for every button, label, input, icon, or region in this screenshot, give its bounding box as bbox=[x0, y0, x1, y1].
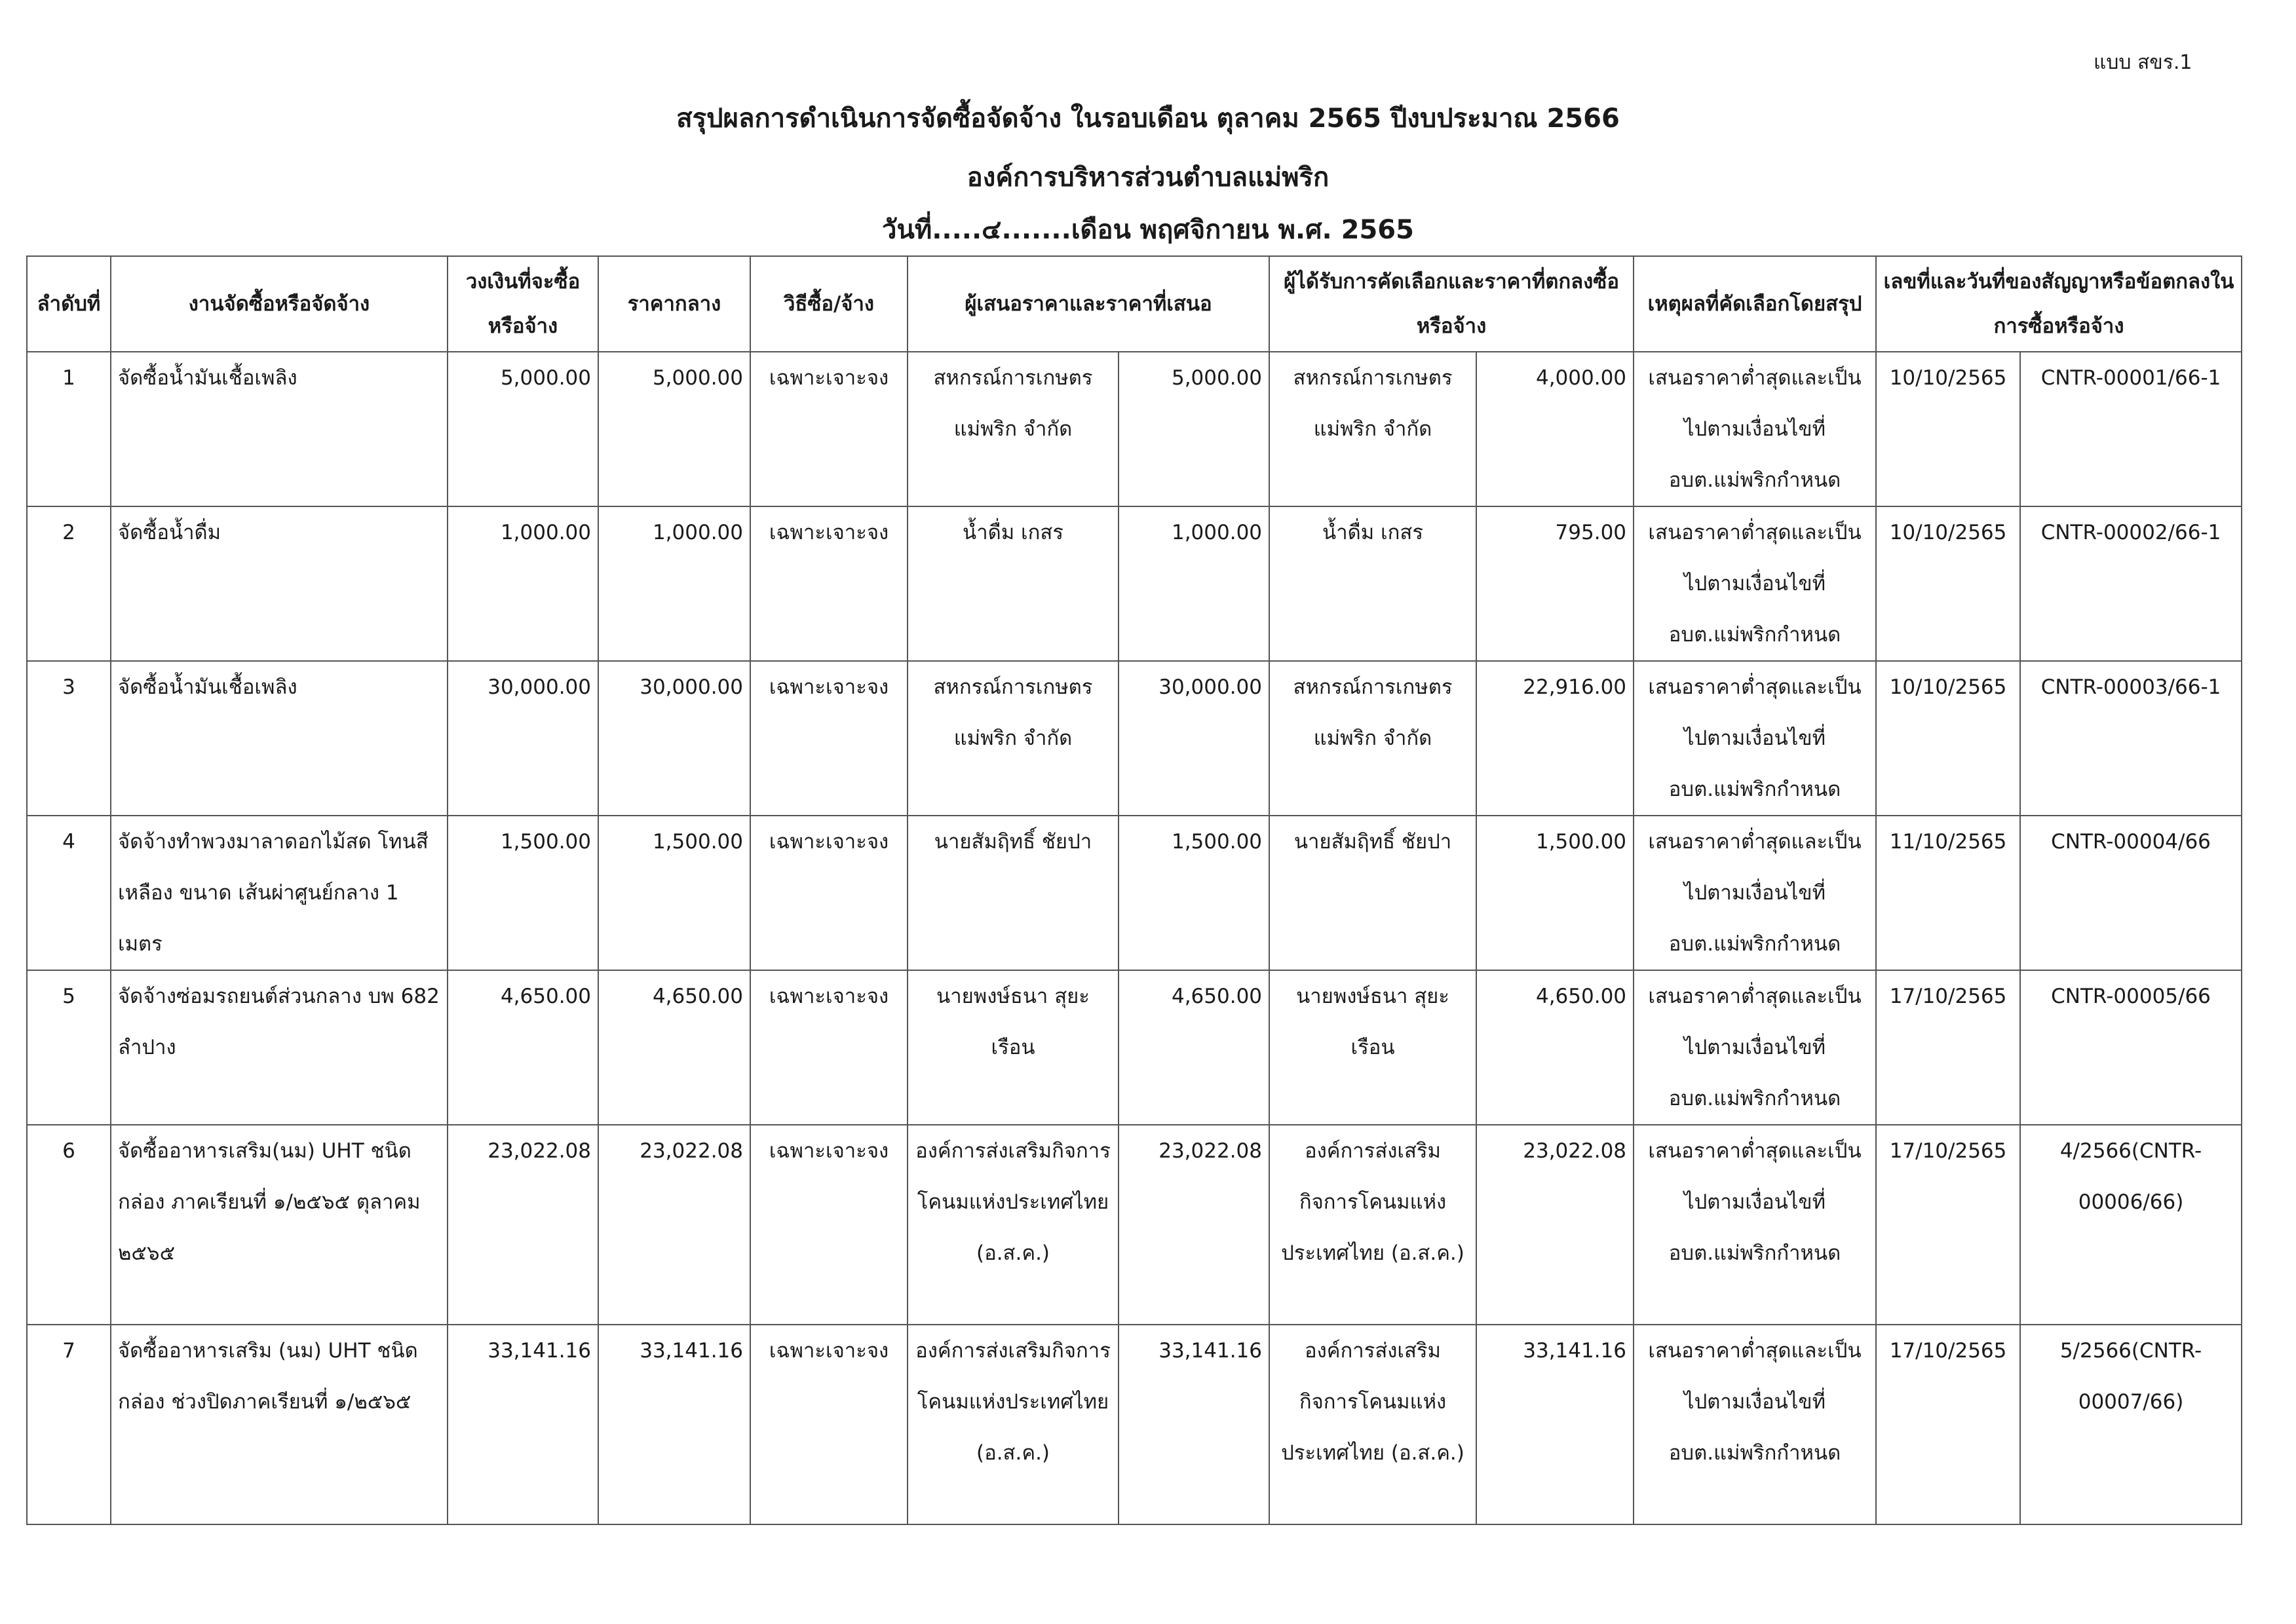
cell-win-price: 1,500.00 bbox=[1476, 816, 1634, 970]
table-row bbox=[27, 970, 2242, 1125]
cell-bid-price: 1,500.00 bbox=[1119, 816, 1269, 970]
cell-median: 1,000.00 bbox=[598, 506, 750, 661]
cell-method: เฉพาะเจาะจง bbox=[750, 1125, 908, 1325]
cell-bid-price: 33,141.16 bbox=[1119, 1325, 1269, 1524]
cell-method: เฉพาะเจาะจง bbox=[750, 506, 908, 661]
cell-item: จัดซื้อน้ำดื่ม bbox=[111, 506, 448, 661]
cell-bidder: นายสัมฤิทธิ์ ชัยปา bbox=[908, 816, 1119, 970]
cell-seq: 7 bbox=[27, 1325, 111, 1524]
cell-item: จัดจ้างซ่อมรถยนต์ส่วนกลาง บพ 682 ลำปาง bbox=[111, 970, 448, 1125]
cell-winner: สหกรณ์การเกษตร แม่พริก จำกัด bbox=[1269, 661, 1476, 816]
cell-median: 1,500.00 bbox=[598, 816, 750, 970]
cell-budget: 33,141.16 bbox=[448, 1325, 598, 1524]
cell-bidder: สหกรณ์การเกษตร แม่พริก จำกัด bbox=[908, 352, 1119, 506]
cell-contract-no: CNTR-00002/66-1 bbox=[2020, 506, 2242, 661]
cell-bid-price: 5,000.00 bbox=[1119, 352, 1269, 506]
cell-contract-date: 17/10/2565 bbox=[1876, 970, 2020, 1125]
cell-seq: 4 bbox=[27, 816, 111, 970]
cell-contract-date: 10/10/2565 bbox=[1876, 352, 2020, 506]
cell-seq: 2 bbox=[27, 506, 111, 661]
cell-contract-no: CNTR-00003/66-1 bbox=[2020, 661, 2242, 816]
cell-winner: น้ำดื่ม เกสร bbox=[1269, 506, 1476, 661]
cell-seq: 3 bbox=[27, 661, 111, 816]
header-method: วิธีซื้อ/จ้าง bbox=[750, 256, 908, 352]
cell-contract-date: 10/10/2565 bbox=[1876, 661, 2020, 816]
cell-win-price: 22,916.00 bbox=[1476, 661, 1634, 816]
table-row bbox=[27, 1125, 2242, 1325]
cell-bid-price: 1,000.00 bbox=[1119, 506, 1269, 661]
cell-item: จัดซื้ออาหารเสริม(นม) UHT ชนิดกล่อง ภาคเรียนที่ ๑/๒๕๖๕ ตุลาคม ๒๕๖๕ bbox=[111, 1125, 448, 1325]
cell-contract-date: 17/10/2565 bbox=[1876, 1125, 2020, 1325]
cell-reason: เสนอราคาต่ำสุดและเป็นไปตามเงื่อนไขที่ อบต.แม่พริกกำหนด bbox=[1634, 1125, 1876, 1325]
cell-seq: 5 bbox=[27, 970, 111, 1125]
header-seq: ลำดับที่ bbox=[27, 256, 111, 352]
cell-seq: 6 bbox=[27, 1125, 111, 1325]
cell-bidder: สหกรณ์การเกษตร แม่พริก จำกัด bbox=[908, 661, 1119, 816]
cell-median: 30,000.00 bbox=[598, 661, 750, 816]
cell-budget: 1,500.00 bbox=[448, 816, 598, 970]
cell-reason: เสนอราคาต่ำสุดและเป็นไปตามเงื่อนไขที่ อบต.แม่พริกกำหนด bbox=[1634, 1325, 1876, 1524]
table-row bbox=[27, 352, 2242, 506]
header-budget: วงเงินที่จะซื้อหรือจ้าง bbox=[448, 256, 598, 352]
cell-budget: 23,022.08 bbox=[448, 1125, 598, 1325]
table-row bbox=[27, 816, 2242, 970]
cell-winner: องค์การส่งเสริมกิจการโคนมแห่งประเทศไทย (อ.ส.ค.) bbox=[1269, 1125, 1476, 1325]
header-contract: เลขที่และวันที่ของสัญญาหรือข้อตกลงในการซื้อหรือจ้าง bbox=[1876, 256, 2242, 352]
cell-item: จัดซื้ออาหารเสริม (นม) UHT ชนิดกล่อง ช่วงปิดภาคเรียนที่ ๑/๒๕๖๕ bbox=[111, 1325, 448, 1524]
table-row bbox=[27, 506, 2242, 661]
header-item: งานจัดซื้อหรือจัดจ้าง bbox=[111, 256, 448, 352]
cell-contract-no: CNTR-00004/66 bbox=[2020, 816, 2242, 970]
header-winner: ผู้ได้รับการคัดเลือกและราคาที่ตกลงซื้อหรือจ้าง bbox=[1269, 256, 1634, 352]
date-day: ๔ bbox=[982, 215, 1002, 245]
cell-method: เฉพาะเจาะจง bbox=[750, 661, 908, 816]
cell-bid-price: 23,022.08 bbox=[1119, 1125, 1269, 1325]
cell-win-price: 23,022.08 bbox=[1476, 1125, 1634, 1325]
cell-win-price: 795.00 bbox=[1476, 506, 1634, 661]
cell-method: เฉพาะเจาะจง bbox=[750, 352, 908, 506]
cell-reason: เสนอราคาต่ำสุดและเป็นไปตามเงื่อนไขที่ อบต.แม่พริกกำหนด bbox=[1634, 506, 1876, 661]
cell-contract-no: CNTR-00005/66 bbox=[2020, 970, 2242, 1125]
cell-median: 5,000.00 bbox=[598, 352, 750, 506]
cell-item: จัดซื้อน้ำมันเชื้อเพลิง bbox=[111, 352, 448, 506]
document-title: สรุปผลการดำเนินการจัดซื้อจัดจ้าง ในรอบเดือน ตุลาคม 2565 ปีงบประมาณ 2566 bbox=[676, 104, 1620, 134]
cell-reason: เสนอราคาต่ำสุดและเป็นไปตามเงื่อนไขที่ อบต.แม่พริกกำหนด bbox=[1634, 816, 1876, 970]
cell-item: จัดซื้อน้ำมันเชื้อเพลิง bbox=[111, 661, 448, 816]
form-code: แบบ สขร.1 bbox=[2094, 51, 2192, 74]
cell-win-price: 4,650.00 bbox=[1476, 970, 1634, 1125]
table-row bbox=[27, 661, 2242, 816]
cell-method: เฉพาะเจาะจง bbox=[750, 816, 908, 970]
cell-median: 4,650.00 bbox=[598, 970, 750, 1125]
cell-budget: 30,000.00 bbox=[448, 661, 598, 816]
cell-bidder: นายพงษ์ธนา สุยะเรือน bbox=[908, 970, 1119, 1125]
cell-contract-date: 10/10/2565 bbox=[1876, 506, 2020, 661]
cell-seq: 1 bbox=[27, 352, 111, 506]
cell-method: เฉพาะเจาะจง bbox=[750, 1325, 908, 1524]
date-line bbox=[0, 208, 2296, 250]
header-median: ราคากลาง bbox=[598, 256, 750, 352]
table-header-row bbox=[27, 256, 2242, 352]
cell-contract-date: 17/10/2565 bbox=[1876, 1325, 2020, 1524]
table-row bbox=[27, 1325, 2242, 1524]
cell-win-price: 33,141.16 bbox=[1476, 1325, 1634, 1524]
cell-budget: 5,000.00 bbox=[448, 352, 598, 506]
cell-budget: 1,000.00 bbox=[448, 506, 598, 661]
cell-median: 33,141.16 bbox=[598, 1325, 750, 1524]
cell-bidder: องค์การส่งเสริมกิจการโคนมแห่งประเทศไทย (อ.ส.ค.) bbox=[908, 1125, 1119, 1325]
organization-name: องค์การบริหารส่วนตำบลแม่พริก bbox=[966, 162, 1330, 193]
cell-contract-date: 11/10/2565 bbox=[1876, 816, 2020, 970]
cell-reason: เสนอราคาต่ำสุดและเป็นไปตามเงื่อนไขที่ อบต.แม่พริกกำหนด bbox=[1634, 352, 1876, 506]
cell-median: 23,022.08 bbox=[598, 1125, 750, 1325]
cell-winner: นายพงษ์ธนา สุยะเรือน bbox=[1269, 970, 1476, 1125]
cell-contract-no: CNTR-00001/66-1 bbox=[2020, 352, 2242, 506]
cell-winner: องค์การส่งเสริมกิจการโคนมแห่งประเทศไทย (อ.ส.ค.) bbox=[1269, 1325, 1476, 1524]
cell-reason: เสนอราคาต่ำสุดและเป็นไปตามเงื่อนไขที่ อบต.แม่พริกกำหนด bbox=[1634, 970, 1876, 1125]
cell-winner: สหกรณ์การเกษตร แม่พริก จำกัด bbox=[1269, 352, 1476, 506]
cell-reason: เสนอราคาต่ำสุดและเป็นไปตามเงื่อนไขที่ อบต.แม่พริกกำหนด bbox=[1634, 661, 1876, 816]
date-prefix: วันที่..... bbox=[882, 215, 982, 245]
cell-budget: 4,650.00 bbox=[448, 970, 598, 1125]
cell-bid-price: 4,650.00 bbox=[1119, 970, 1269, 1125]
date-suffix: .......เดือน พฤศจิกายน พ.ศ. 2565 bbox=[1001, 215, 1414, 245]
header-bidders: ผู้เสนอราคาและราคาที่เสนอ bbox=[908, 256, 1269, 352]
cell-contract-no: 5/2566(CNTR-00007/66) bbox=[2020, 1325, 2242, 1524]
header-reason: เหตุผลที่คัดเลือกโดยสรุป bbox=[1634, 256, 1876, 352]
cell-bidder: น้ำดื่ม เกสร bbox=[908, 506, 1119, 661]
cell-win-price: 4,000.00 bbox=[1476, 352, 1634, 506]
cell-item: จัดจ้างทำพวงมาลาดอกไม้สด โทนสีเหลือง ขนาด เส้นผ่าศูนย์กลาง 1 เมตร bbox=[111, 816, 448, 970]
cell-contract-no: 4/2566(CNTR-00006/66) bbox=[2020, 1125, 2242, 1325]
procurement-table bbox=[26, 255, 2242, 1525]
cell-method: เฉพาะเจาะจง bbox=[750, 970, 908, 1125]
cell-winner: นายสัมฤิทธิ์ ชัยปา bbox=[1269, 816, 1476, 970]
cell-bidder: องค์การส่งเสริมกิจการโคนมแห่งประเทศไทย (อ.ส.ค.) bbox=[908, 1325, 1119, 1524]
cell-bid-price: 30,000.00 bbox=[1119, 661, 1269, 816]
